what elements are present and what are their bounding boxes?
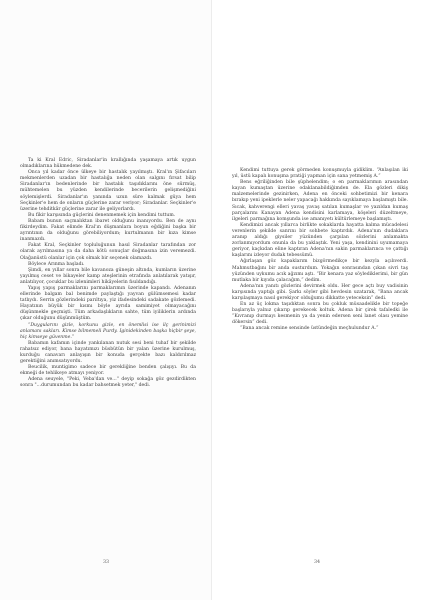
paragraph: Ağırlaşan göz kapaklarım bizgörmedikçe bir kezyla açılıverdi. Mahmutbağını bir anda susturdum. Yokağın sonrasından çıkan sivri taş yüzünden uykumu acık ağzımı aştı. “Bir kenara yaz söylediklerimi, bir gün mutlaka bir kıyıda çalacağım,” dedim.	[232, 259, 408, 283]
left-page-text	[20, 158, 196, 390]
right-page-number: 34	[314, 560, 321, 565]
paragraph: Kendimizi ancak yıllarca birlikte sokaklarda hayatta kalma mücadelesi verenlerin şekilde sanrını bir sohbete kaptırdık. Adena'nın dudaklara aranıp aldığı giysiler yüzünden çarpılan sözlerini anlamakta zorlanmıyordum onunla da bu yaklaştık. Yeni yaşa, kendinini uyumamaya geriyor, kaçkıdan eline kaptıran Adena'nın sakin parmaklarınca ve çattığı kaşlarını izleyor dudak tebessümü.	[232, 222, 408, 259]
paragraph: “Duygularını gizle, korkunu gizle, en önemlisi ise ilç gerinimizi anlamanı sakları. Kimse bilmemeli Purdy. Iginidekinden başka hiçbir şeye, hiç kimseye güvenme.”	[20, 322, 196, 340]
paragraph: Yapış yapış parmaklarını parmaklarımın üzerinde kapandı. Adenanın ellerinde balgam bal benimde paylaştığı yayvan gülümsemesi kadar tatlıydı. Serrin gözlerindeki parıltıya, yiz ifadesindeki sadakate gözlemedi. Hayatının büyük bir kısmı böyle ayrıda samimiyet olmayacağını düşünmekle geçmişti. Tüm arkadaşlıkların sahte, tüm iyiliklerin ardında çıkar olduğunu düşünmüştüm.	[20, 285, 196, 322]
paragraph: Şimdi, en yıllar sonra bile kavanoza güneşin altında, kumların üzerine yayılmış ceset ve bikayeler kamp ateşlerinin etrafında anlatılarak yatışır, anlatılıyor, çocuklar bu izlenimleri hikâyelerin fısıldandığı.	[20, 267, 196, 285]
paragraph: Adena'nın yanıtı gözlerini devirmek oldu. Her gece açtı buy vadisinin karşısında yaptığı gibi. Şarkı söyler gibi hevdesin uzatarak, “Bana ancak karşılaşmaya nasıl gerekiyor olduğumu dikkatte yeteceksin” dedi.	[232, 283, 408, 301]
paragraph: Bens eğriliğinden bile şüphelendim; o en parmaklarımın arasından kayan kumaştan üzerine odaklanabildiğimden de. Ela gözleri dikiş malzemelerinde gezinirken, Adena en önceki sohbetimizi bir kenara bırakıp yeni ipeklerle neler yapacağı hakkında sayıklamaya başlamıştı bile. Sıcak, kahverengi elleri yavaş yavaş satılan kumaşlar ve yazıldan kumaş parçalarını Kanayan Adena kendisini karlamaya, köşeleri düzeltmeye, ilgeleri parmağına komşunda ise amanıyetı kültürlemeye başlamıştı.	[232, 180, 408, 222]
paragraph: Ta ki Kral Edric, Siradanlar'in krallığında yaşamaya artık uygun olmadıklarına hükmedene dek.	[20, 158, 196, 170]
paragraph: Beucilik, muntigimo sadece bir gerekliğine benden çalışıyı. Bu da ekmeği de tehlikeye atmayı yeniyor.	[20, 365, 196, 377]
left-page-number: 33	[103, 560, 110, 565]
paragraph: En az üç lokma taşıdıktan sonra bu çokluk müsaadelikle bir topeğe başlarıyla yalnız çıkarıp gerekecek koltuk. Adena bir çirek tafaledki ile “Kıvranıp durmayı kesmenin ya da yenin edersen seni lanet olası yemine dökersin” dedi.	[232, 302, 408, 326]
paragraph: Babamın kafamın içinde yankılanan nutuk sesi beni tuhaf bir şekilde rahatsız ediyor, bana hayatımızı büsbütün bir yalan üzerine kurulmuş, kurduğu canavarı anlayışın bir konuda gerçekte bazı kaldırılmaz gerektiğini anımsatıyordu.	[20, 340, 196, 365]
paragraph: Babam bunun saçmalıktan ibaret olduğunu inanıyordu. Ben de aynı fikirdeydim. Fakat elimde Kral'ın düşmanlara boyun eğdiğini başka bir ayrıntının da olduğunu görebiliyordum; kurtulmanın bir kıza kimse inanmazdı.	[20, 218, 196, 243]
paragraph: “Bana ancak remine sensinde üstündeğin meçhulundur A.”	[240, 326, 379, 332]
paragraph: Kendimi tuttuya gerek görmeden konuşmuyla gidiklim. “Anlaşılan iki yıl, üstü kapalı konuşma pratiği yapman için sana yetmemiş A.”	[232, 168, 408, 180]
paragraph: Fakat Kral, Seçkinler topluluğunun hasıl Siradanlar tarafından zor olarak ayrılmasına ya da daha kötü sonuçlar doğmasına izin veremezdi. Olağanüstü olanlar için çok olmak bir seçenek olamazdı.	[20, 243, 196, 261]
right-page	[212, 0, 424, 600]
paragraph: Böylece Arınma başladı.	[28, 261, 85, 267]
right-page-text	[232, 168, 408, 333]
paragraph: Bu fikir karşısında güçlerini denenmemek için kendimi tuttum.	[28, 212, 176, 218]
paragraph: Onca yıl kadar önce ülkeye bir hastalık yayılmıştı. Kral'ın Şifacıları mekmenlerden uzadan bir hastalığa neden olan salgını fırsat bilip Siradanlar'ın bedenlerinde bir hastalık taşıdıklarını öne sürmüş, mühtemelen bu yüzden kendilerinde becerilerin gelişmediğini söylemişlerdi. Siradanlar'ın yanında uzun süre kalmak güya hem Seçkinler'e hem de onların güçlerine zarar veriyor; Siradanlar. Seçkinler'e üzerine tehditkâr güçlerine zarar ile geliyorlardı.	[20, 170, 196, 212]
paragraph: Adena seuyele, "Peki, Veba'dan ve..." deyip sokağa göz gezdirdikten sonra "...durumundan bu kadar bahsetmek yeter," dedi.	[20, 377, 196, 389]
